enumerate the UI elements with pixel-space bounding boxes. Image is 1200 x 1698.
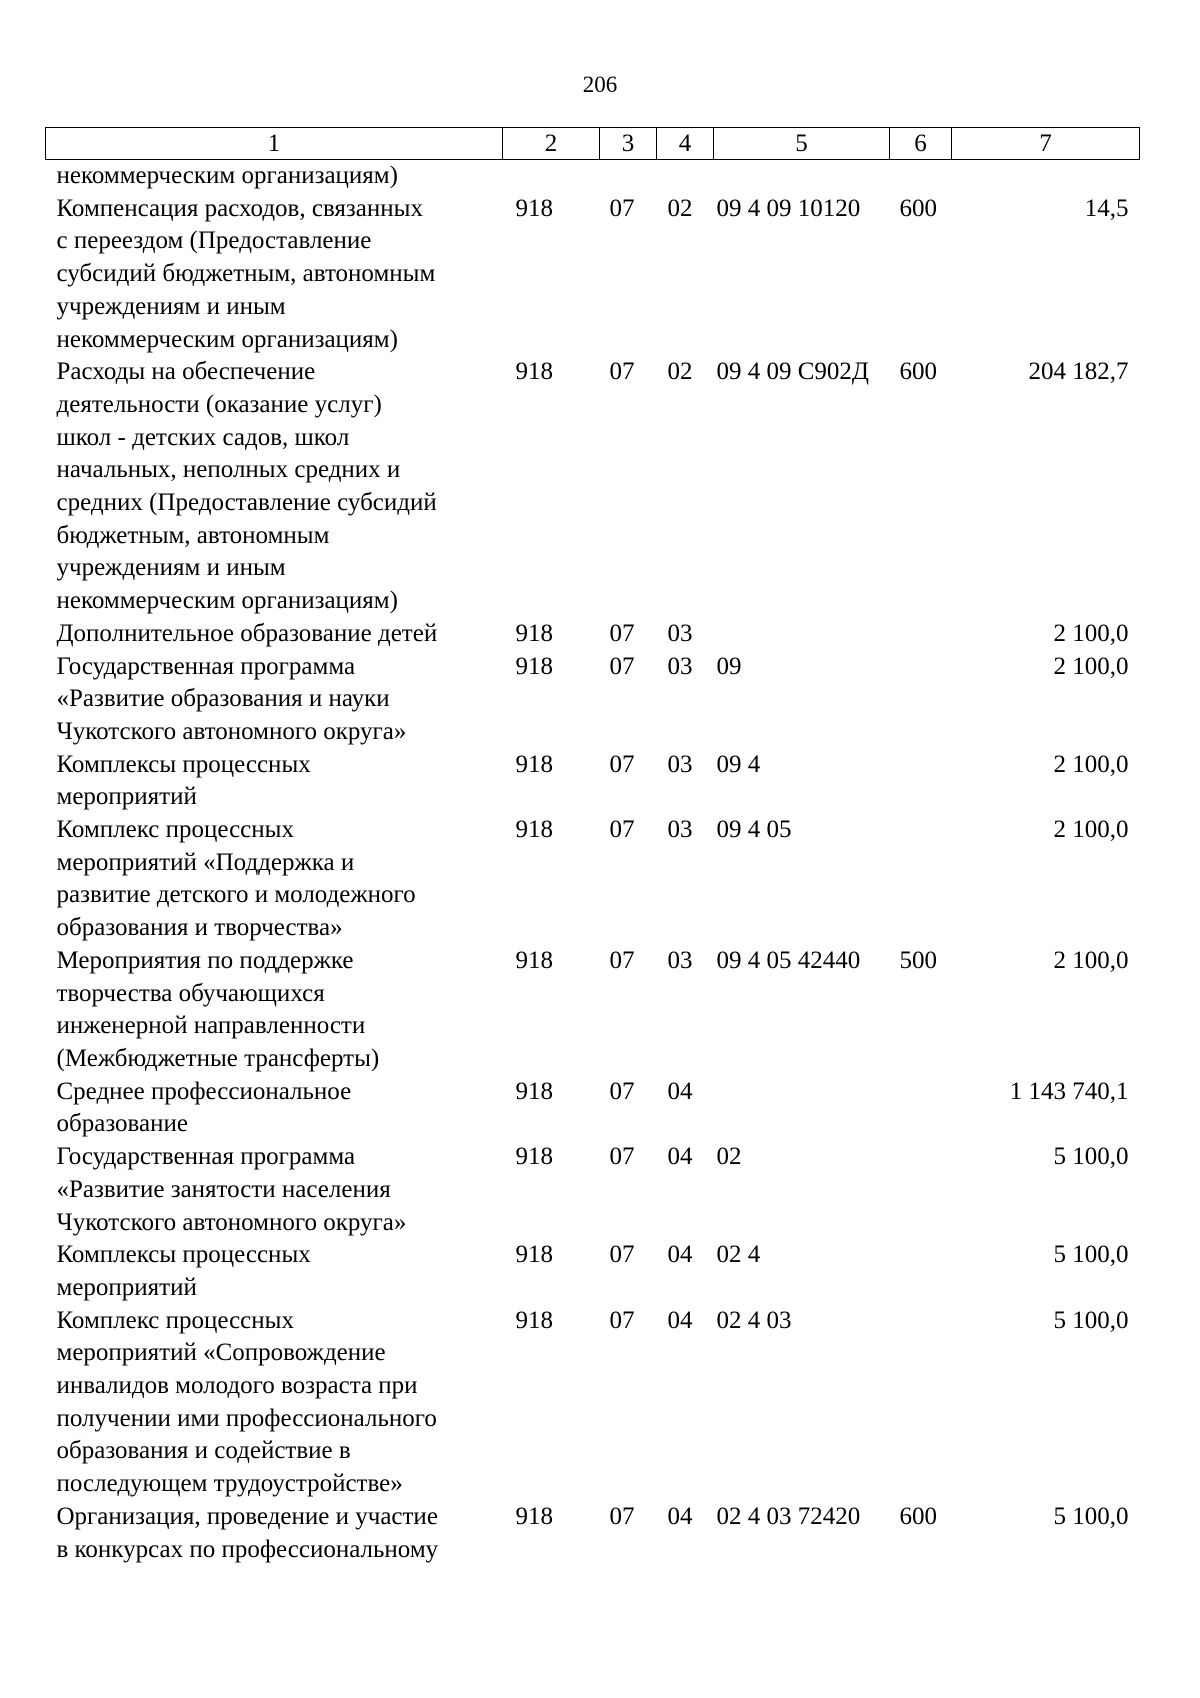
cell-amount: 204 182,7 (1028, 358, 1129, 386)
cell-target-article-code: 02 (716, 1143, 742, 1171)
cell-expense-type-code (890, 1239, 952, 1304)
row-name (46, 1076, 503, 1141)
cell-section-code: 07 (609, 194, 635, 222)
table-row (46, 1076, 1140, 1141)
cell-section-code: 07 (609, 1241, 635, 1269)
cell-subsection-code: 03 (667, 946, 693, 974)
cell-subsection-code: 02 (667, 358, 693, 386)
cell-expense-type-code (890, 618, 952, 651)
table-row (46, 193, 1140, 357)
row-name-line: «Развитие занятости населения (56, 1175, 391, 1203)
row-name-line: получении ими профессионального (56, 1404, 437, 1432)
row-name-line: инвалидов молодого возраста при (56, 1372, 418, 1400)
row-name-line: бюджетным, автономным (56, 521, 330, 549)
cell-amount (952, 160, 1140, 193)
cell-ministry-code: 918 (515, 946, 553, 974)
cell-target-article-code: 02 4 03 (716, 1306, 792, 1334)
row-name-line: Комплексы процессных (56, 1241, 311, 1269)
row-name-line: учреждениям и иным (56, 292, 286, 320)
row-name-line: Среднее профессиональное (56, 1077, 352, 1105)
cell-target-article-code: 09 4 05 42440 (716, 946, 861, 974)
cell-expense-type-code (890, 1076, 952, 1141)
cell-subsection-code: 04 (667, 1143, 693, 1171)
row-name (46, 618, 503, 651)
cell-section-code (600, 160, 657, 193)
cell-expense-type-code (890, 1305, 952, 1501)
row-name-line: с переездом (Предоставление (56, 227, 372, 255)
cell-ministry-code: 918 (515, 816, 553, 844)
cell-expense-type-code (890, 160, 952, 193)
cell-section-code: 07 (609, 1306, 635, 1334)
column-header-1: 1 (46, 128, 503, 160)
cell-expense-type-code (890, 1141, 952, 1239)
row-name-line: творчества обучающихся (56, 979, 325, 1007)
cell-amount: 2 100,0 (1053, 652, 1129, 680)
cell-target-article-code (714, 1076, 890, 1141)
row-name-line: некоммерческим организациям) (56, 325, 398, 353)
row-name-line: учреждениям и иным (56, 554, 286, 582)
cell-ministry-code: 918 (515, 1143, 553, 1171)
cell-subsection-code: 03 (667, 652, 693, 680)
cell-subsection-code (657, 160, 714, 193)
cell-expense-type-code: 600 (899, 1502, 937, 1530)
cell-ministry-code: 918 (515, 619, 553, 647)
cell-target-article-code: 02 4 03 72420 (716, 1502, 861, 1530)
cell-ministry-code: 918 (515, 194, 553, 222)
table-row (46, 356, 1140, 618)
row-name-line: образования и творчества» (56, 914, 343, 942)
cell-section-code: 07 (609, 750, 635, 778)
cell-amount: 2 100,0 (1053, 946, 1129, 974)
row-name-line: Расходы на обеспечение (56, 358, 316, 386)
cell-amount: 5 100,0 (1053, 1241, 1129, 1269)
row-name-line: Организация, проведение и участие (56, 1502, 438, 1530)
cell-ministry-code: 918 (515, 1306, 553, 1334)
row-name-line: мероприятий «Сопровождение (56, 1339, 386, 1367)
row-name-line: Государственная программа (56, 1143, 356, 1171)
table-row (46, 651, 1140, 749)
cell-expense-type-code: 600 (899, 194, 937, 222)
cell-section-code: 07 (609, 946, 635, 974)
cell-section-code: 07 (609, 1077, 635, 1105)
cell-subsection-code: 03 (667, 816, 693, 844)
row-name-line: начальных, неполных средних и (56, 456, 401, 484)
cell-target-article-code: 09 (716, 652, 742, 680)
cell-amount: 2 100,0 (1053, 816, 1129, 844)
cell-expense-type-code (890, 651, 952, 749)
cell-expense-type-code: 600 (899, 358, 937, 386)
page-number: 206 (582, 72, 618, 97)
table-row (46, 160, 1140, 193)
cell-ministry-code: 918 (515, 1077, 553, 1105)
cell-subsection-code: 04 (667, 1077, 693, 1105)
cell-subsection-code: 02 (667, 194, 693, 222)
row-name (46, 945, 503, 1076)
budget-table (45, 127, 1140, 1566)
row-name-line: развитие детского и молодежного (56, 881, 416, 909)
row-name-line: Дополнительное образование детей (56, 619, 438, 647)
cell-section-code: 07 (609, 1502, 635, 1530)
row-name-line: Чукотского автономного округа» (56, 1208, 407, 1236)
row-name-line: «Развитие образования и науки (56, 685, 390, 713)
row-name-line: некоммерческим организациям) (56, 162, 398, 189)
row-name-line: Чукотского автономного округа» (56, 717, 407, 745)
cell-target-article-code: 02 4 (716, 1241, 761, 1269)
cell-target-article-code: 09 4 (716, 750, 761, 778)
row-name-line: мероприятий (56, 1273, 197, 1301)
row-name (46, 1305, 503, 1501)
row-name-line: школ - детских садов, школ (56, 423, 350, 451)
row-name-line: Комплекс процессных (56, 1306, 294, 1334)
row-name-line: деятельности (оказание услуг) (56, 390, 382, 418)
cell-subsection-code: 04 (667, 1306, 693, 1334)
row-name (46, 160, 503, 193)
row-name-line: Комплексы процессных (56, 750, 311, 778)
cell-target-article-code: 09 4 09 10120 (716, 194, 861, 222)
cell-expense-type-code (890, 749, 952, 814)
cell-ministry-code: 918 (515, 358, 553, 386)
cell-target-article-code (714, 618, 890, 651)
table-row (46, 945, 1140, 1076)
table-header (46, 128, 1140, 160)
cell-target-article-code: 09 4 09 С902Д (716, 358, 869, 386)
cell-amount: 2 100,0 (1053, 750, 1129, 778)
cell-ministry-code: 918 (515, 652, 553, 680)
row-name-line: образование (56, 1110, 188, 1138)
row-name (46, 651, 503, 749)
cell-ministry-code: 918 (515, 1502, 553, 1530)
row-name-line: средних (Предоставление субсидий (56, 489, 437, 517)
row-name-line: Комплекс процессных (56, 816, 294, 844)
cell-amount: 2 100,0 (1053, 619, 1129, 647)
table-row (46, 1305, 1140, 1501)
cell-amount: 1 143 740,1 (1009, 1077, 1129, 1105)
table-body (46, 160, 1140, 1567)
row-name-line: мероприятий (56, 783, 197, 811)
cell-subsection-code: 04 (667, 1241, 693, 1269)
table-row (46, 814, 1140, 945)
header-row (46, 128, 1140, 160)
column-header-4: 4 (657, 128, 714, 160)
cell-section-code: 07 (609, 358, 635, 386)
cell-ministry-code: 918 (515, 750, 553, 778)
row-name-line: субсидий бюджетным, автономным (56, 260, 436, 288)
row-name (46, 193, 503, 357)
column-header-6: 6 (890, 128, 952, 160)
table-row (46, 1501, 1140, 1566)
cell-section-code: 07 (609, 652, 635, 680)
cell-ministry-code: 918 (515, 1241, 553, 1269)
table-row (46, 1141, 1140, 1239)
table-row (46, 618, 1140, 651)
cell-target-article-code (714, 160, 890, 193)
cell-amount: 5 100,0 (1053, 1306, 1129, 1334)
cell-section-code: 07 (609, 816, 635, 844)
row-name-line: мероприятий «Поддержка и (56, 848, 355, 876)
table-row (46, 1239, 1140, 1304)
row-name-line: образования и содействие в (56, 1437, 351, 1465)
row-name-line: инженерной направленности (56, 1012, 366, 1040)
column-header-3: 3 (600, 128, 657, 160)
cell-subsection-code: 03 (667, 750, 693, 778)
cell-amount: 5 100,0 (1053, 1143, 1129, 1171)
row-name (46, 814, 503, 945)
row-name (46, 1141, 503, 1239)
row-name (46, 749, 503, 814)
row-name-line: (Межбюджетные трансферты) (56, 1044, 380, 1072)
column-header-7: 7 (952, 128, 1140, 160)
row-name-line: Компенсация расходов, связанных (56, 194, 423, 222)
row-name (46, 1501, 503, 1566)
cell-expense-type-code: 500 (899, 946, 937, 974)
cell-section-code: 07 (609, 1143, 635, 1171)
row-name-line: Мероприятия по поддержке (56, 946, 354, 974)
cell-amount: 5 100,0 (1053, 1502, 1129, 1530)
cell-target-article-code: 09 4 05 (716, 816, 792, 844)
table-row (46, 749, 1140, 814)
cell-amount: 14,5 (1084, 194, 1129, 222)
cell-expense-type-code (890, 814, 952, 945)
row-name (46, 356, 503, 618)
row-name-line: последующем трудоустройстве» (56, 1470, 403, 1498)
row-name-line: в конкурсах по профессиональному (56, 1535, 439, 1563)
column-header-2: 2 (503, 128, 600, 160)
cell-section-code: 07 (609, 619, 635, 647)
cell-subsection-code: 04 (667, 1502, 693, 1530)
row-name-line: Государственная программа (56, 652, 356, 680)
cell-ministry-code (503, 160, 600, 193)
row-name (46, 1239, 503, 1304)
cell-subsection-code: 03 (667, 619, 693, 647)
row-name-line: некоммерческим организациям) (56, 587, 398, 615)
column-header-5: 5 (714, 128, 890, 160)
